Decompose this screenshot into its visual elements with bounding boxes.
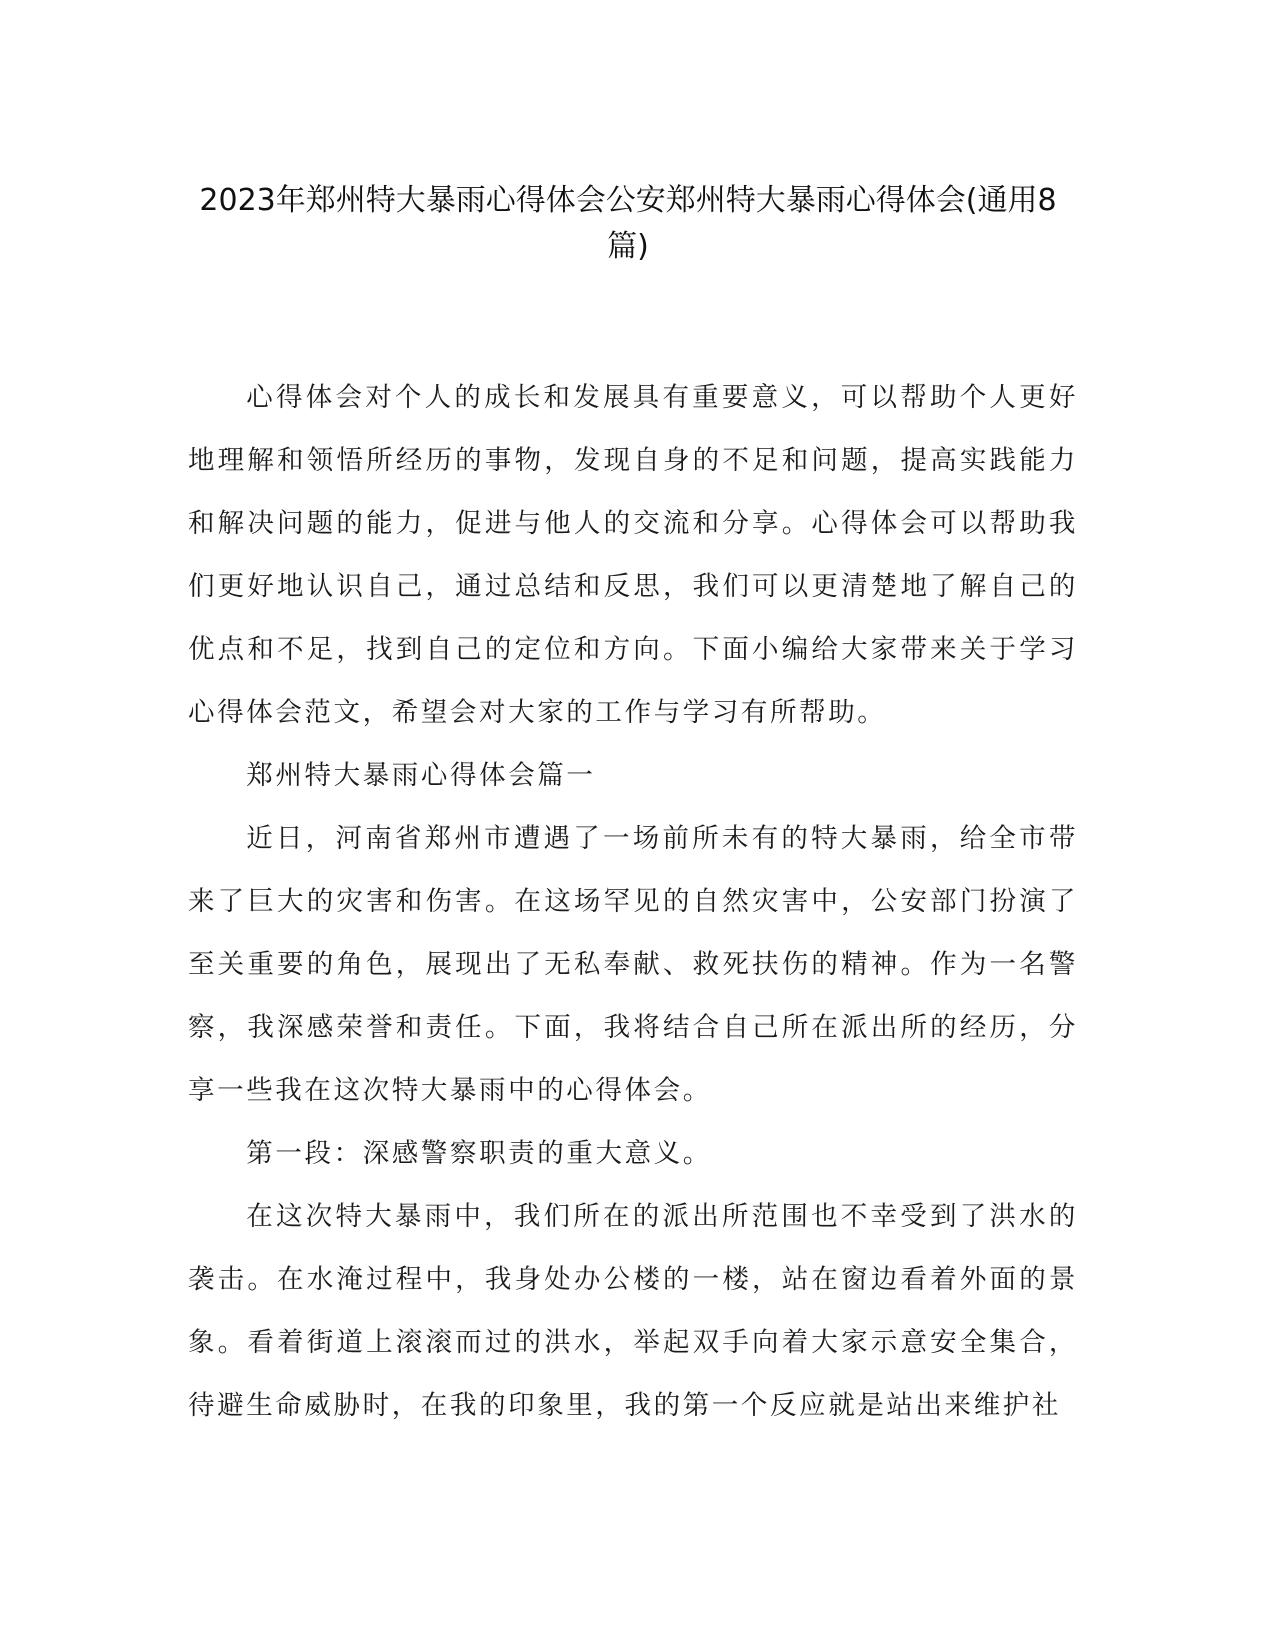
body-paragraph: 近日，河南省郑州市遭遇了一场前所未有的特大暴雨，给全市带来了巨大的灾害和伤害。在这场罕见的自然灾害中，公安部门扮演了至关重要的角色，展现出了无私奉献、救死扶伤的精神。作为一名警察，我深感荣誉和责任。下面，我将结合自己所在派出所的经历，分享一些我在这次特大暴雨中的心得体会。 (188, 823, 1078, 1106)
section-heading: 郑州特大暴雨心得体会篇一 (246, 760, 596, 791)
document-title: 2023年郑州特大暴雨心得体会公安郑州特大暴雨心得体会(通用8篇) (199, 183, 1057, 264)
document-body (188, 366, 1078, 1437)
body-paragraph: 在这次特大暴雨中，我们所在的派出所范围也不幸受到了洪水的袭击。在水淹过程中，我身处办公楼的一楼，站在窗边看着外面的景象。看着街道上滚滚而过的洪水，举起双手向着大家示意安全集合，待避生命威胁时，在我的印象里，我的第一个反应就是站出来维护社 (188, 1201, 1078, 1421)
intro-paragraph: 心得体会对个人的成长和发展具有重要意义，可以帮助个人更好地理解和领悟所经历的事物，发现自身的不足和问题，提高实践能力和解决问题的能力，促进与他人的交流和分享。心得体会可以帮助我们更好地认识自己，通过总结和反思，我们可以更清楚地了解自己的优点和不足，找到自己的定位和方向。下面小编给大家带来关于学习心得体会范文，希望会对大家的工作与学习有所帮助。 (188, 382, 1078, 728)
subsection-heading: 第一段：深感警察职责的重大意义。 (246, 1138, 712, 1169)
